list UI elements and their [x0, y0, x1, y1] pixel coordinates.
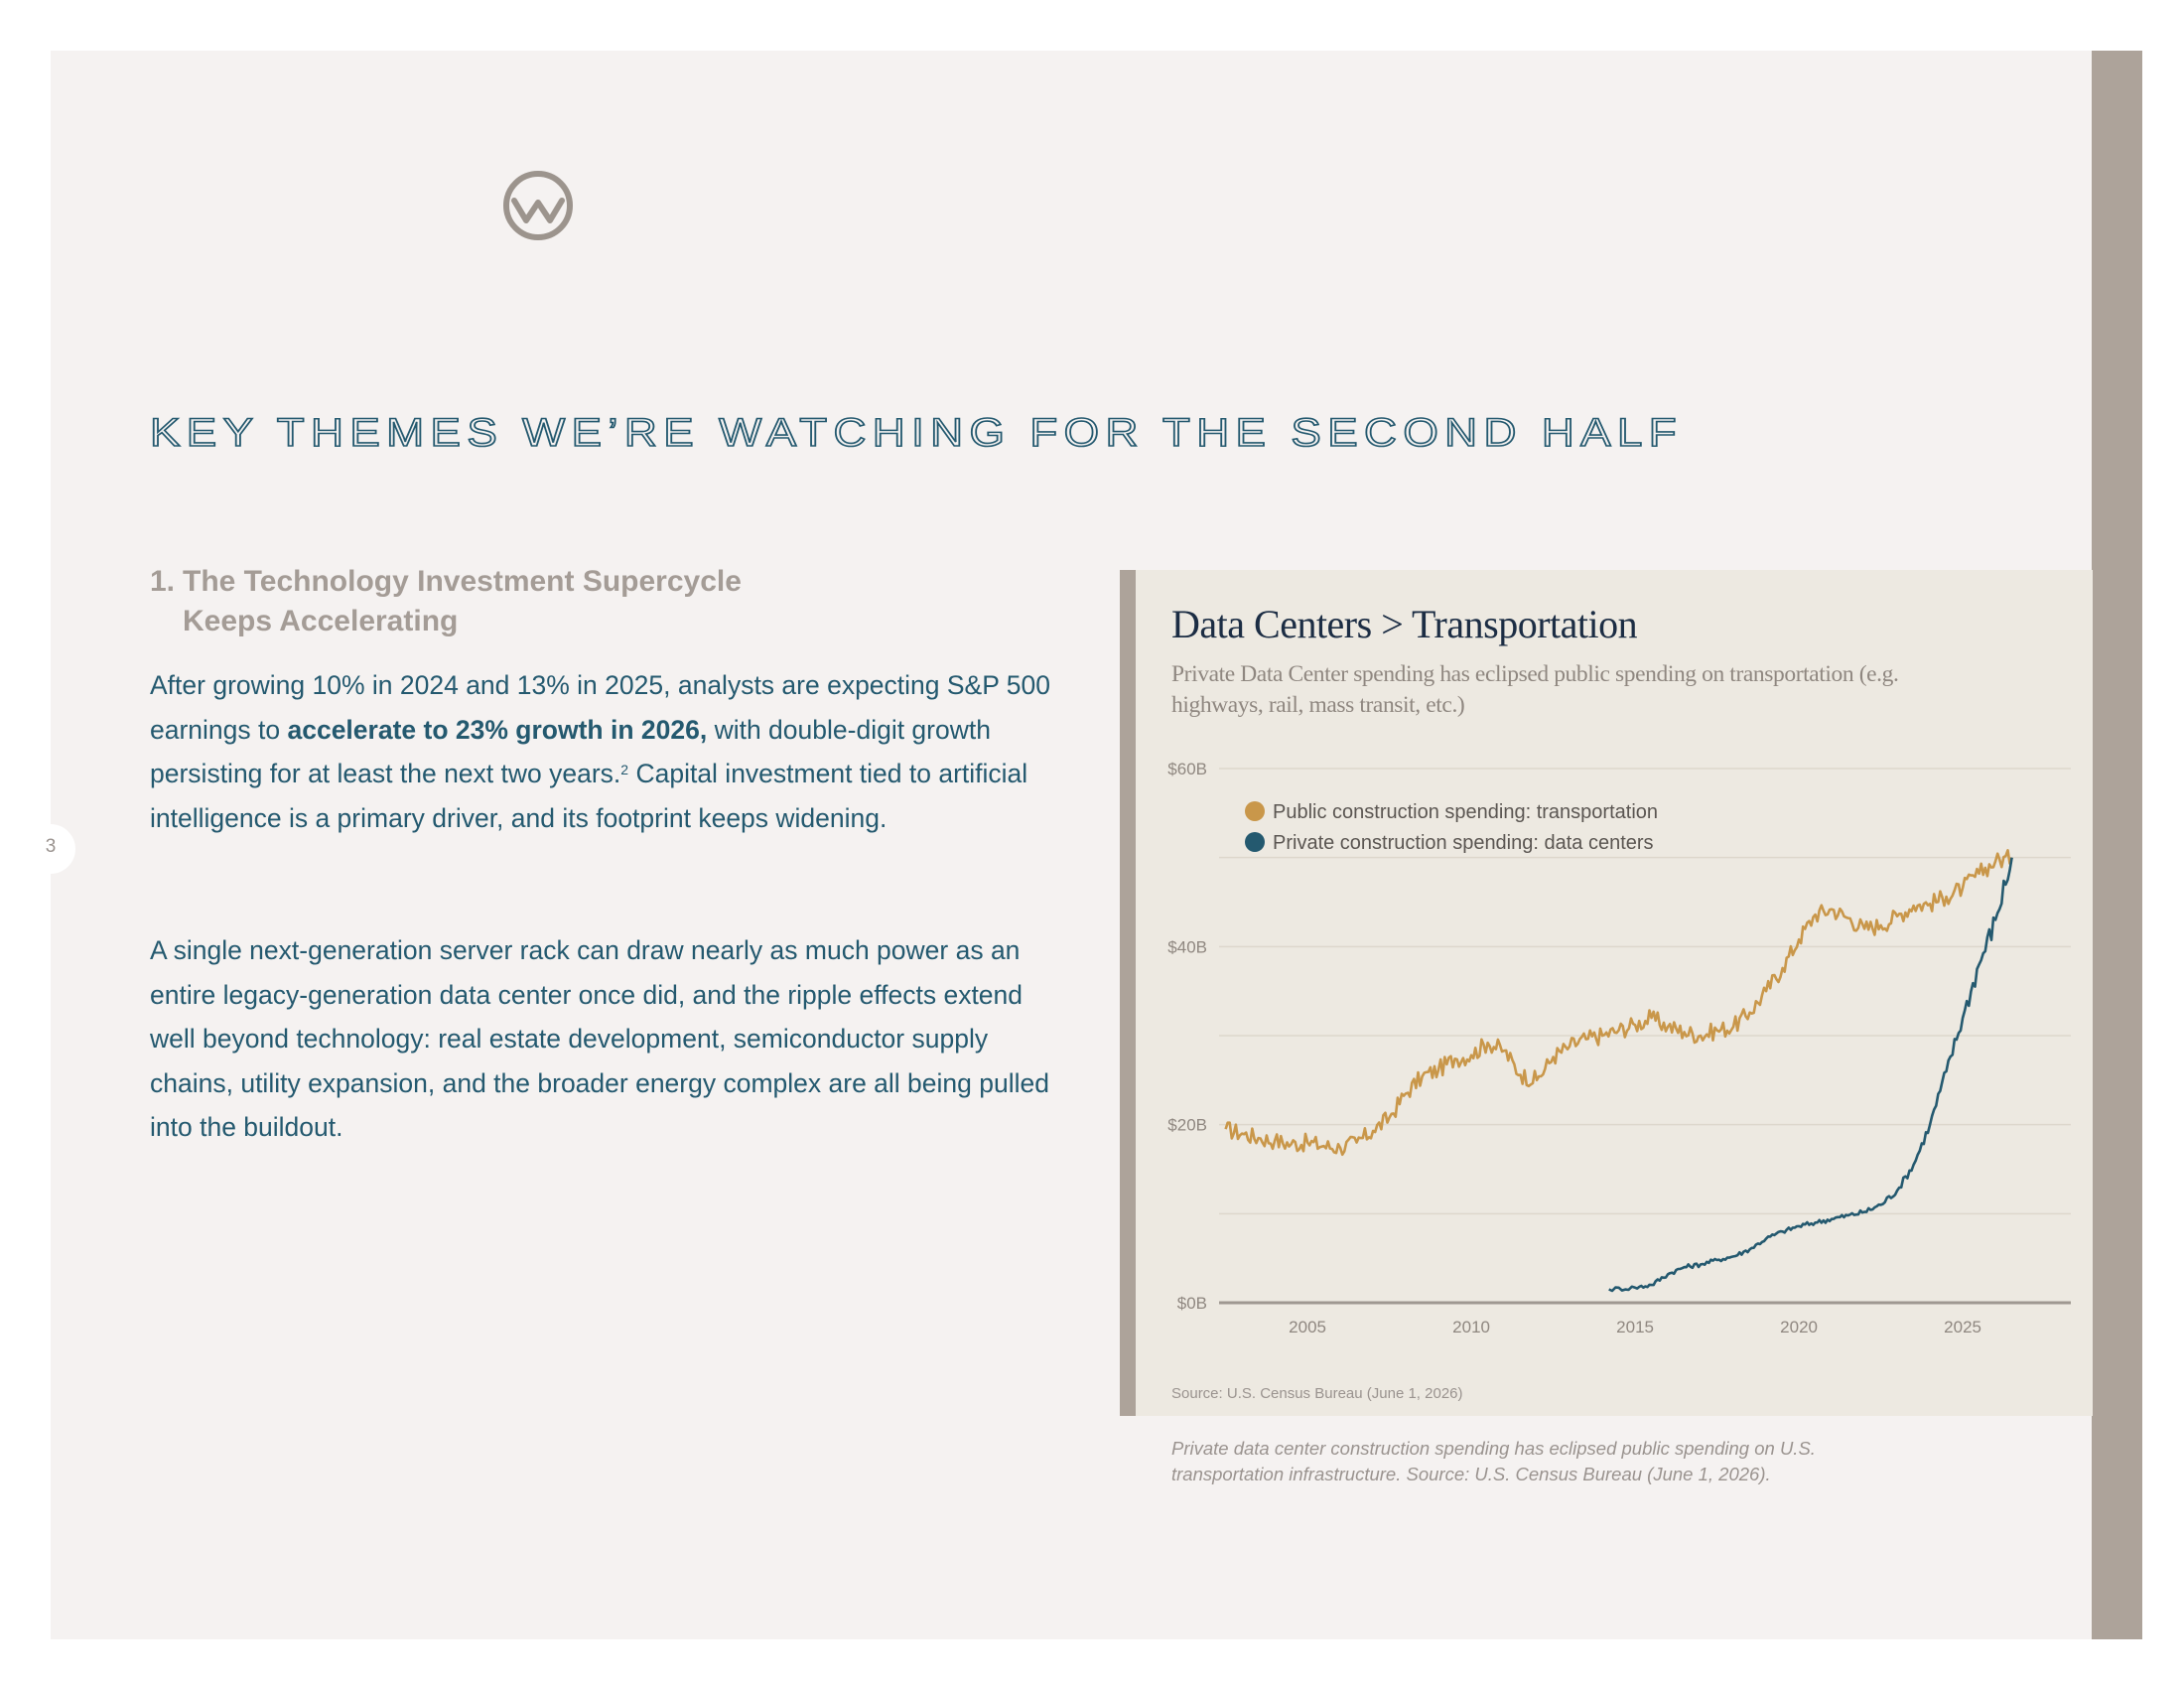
chart-subtitle-line1: Private Data Center spending has eclipsed public spending on transportation (e.g. — [1171, 661, 1899, 687]
figure-caption: Private data center construction spending has eclipsed public spending on U.S. transportation infrastructure. Source: U.S. Census Bureau (June 1, 2026). — [1171, 1438, 1816, 1484]
paragraph-1-text-b: with double-digit growth persisting for at least the next two years. — [150, 714, 991, 788]
x-tick-label: 2015 — [1616, 1318, 1655, 1336]
chart-title: Data Centers > Transportation — [1171, 602, 1638, 646]
y-tick-label: $0B — [1176, 1294, 1207, 1313]
y-tick-label: $20B — [1167, 1115, 1207, 1135]
x-tick-label: 2025 — [1944, 1318, 1982, 1336]
line-chart — [1120, 570, 2093, 1416]
chart-source: Source: U.S. Census Bureau (June 1, 2026) — [1171, 1385, 1463, 1402]
footnote-marker: 2 — [620, 762, 629, 777]
chart-panel — [1120, 570, 2093, 1416]
theme-heading — [150, 562, 742, 641]
paragraph-2: A single next-generation server rack can draw nearly as much power as an entire legacy-generation data center once did, and the ripple effects extend well beyond technology: real estate development, semiconductor supply chains, utility expansion, and the broader energy complex are all being pulled into the buildout. — [150, 935, 1049, 1142]
page-number: 3 — [45, 836, 57, 857]
y-tick-label: $60B — [1167, 760, 1207, 778]
legend-label-data-centers: Private construction spending: data centers — [1273, 832, 1654, 854]
paragraph-1-bold: accelerate to 23% growth in 2026, — [287, 714, 708, 745]
theme-title-line2: Keeps Accelerating — [183, 605, 459, 637]
paragraph-1-text-c: Capital investment tied to artificial intelligence is a primary driver, and its footprint keeps widening. — [150, 759, 1028, 833]
chart-accent-bar — [1120, 570, 1136, 1416]
y-tick-label: $40B — [1167, 937, 1207, 957]
paragraph-1-text-a: After growing 10% in 2024 and 13% in 2025, analysts are expecting S&P 500 earnings to — [150, 670, 1051, 745]
x-tick-label: 2020 — [1780, 1318, 1819, 1336]
legend-marker-transportation — [1245, 801, 1265, 821]
x-tick-label: 2005 — [1289, 1318, 1327, 1336]
theme-number: 1. — [150, 565, 176, 598]
legend-marker-data-centers — [1245, 832, 1265, 852]
right-edge-bar — [2092, 51, 2142, 1639]
chart-legend — [1245, 801, 1658, 854]
theme-title-line1: The Technology Investment Supercycle — [183, 565, 742, 598]
paragraph-1 — [150, 663, 1063, 840]
section-title: KEY THEMES WE’RE WATCHING FOR THE SECOND HALF — [150, 411, 1683, 455]
x-tick-label: 2010 — [1452, 1318, 1491, 1336]
legend-label-transportation: Public construction spending: transportation — [1273, 801, 1659, 823]
series-line-transportation — [1226, 850, 2012, 1155]
chart-subtitle-line2: highways, rail, mass transit, etc.) — [1171, 692, 1465, 718]
brand-logo — [501, 169, 575, 242]
